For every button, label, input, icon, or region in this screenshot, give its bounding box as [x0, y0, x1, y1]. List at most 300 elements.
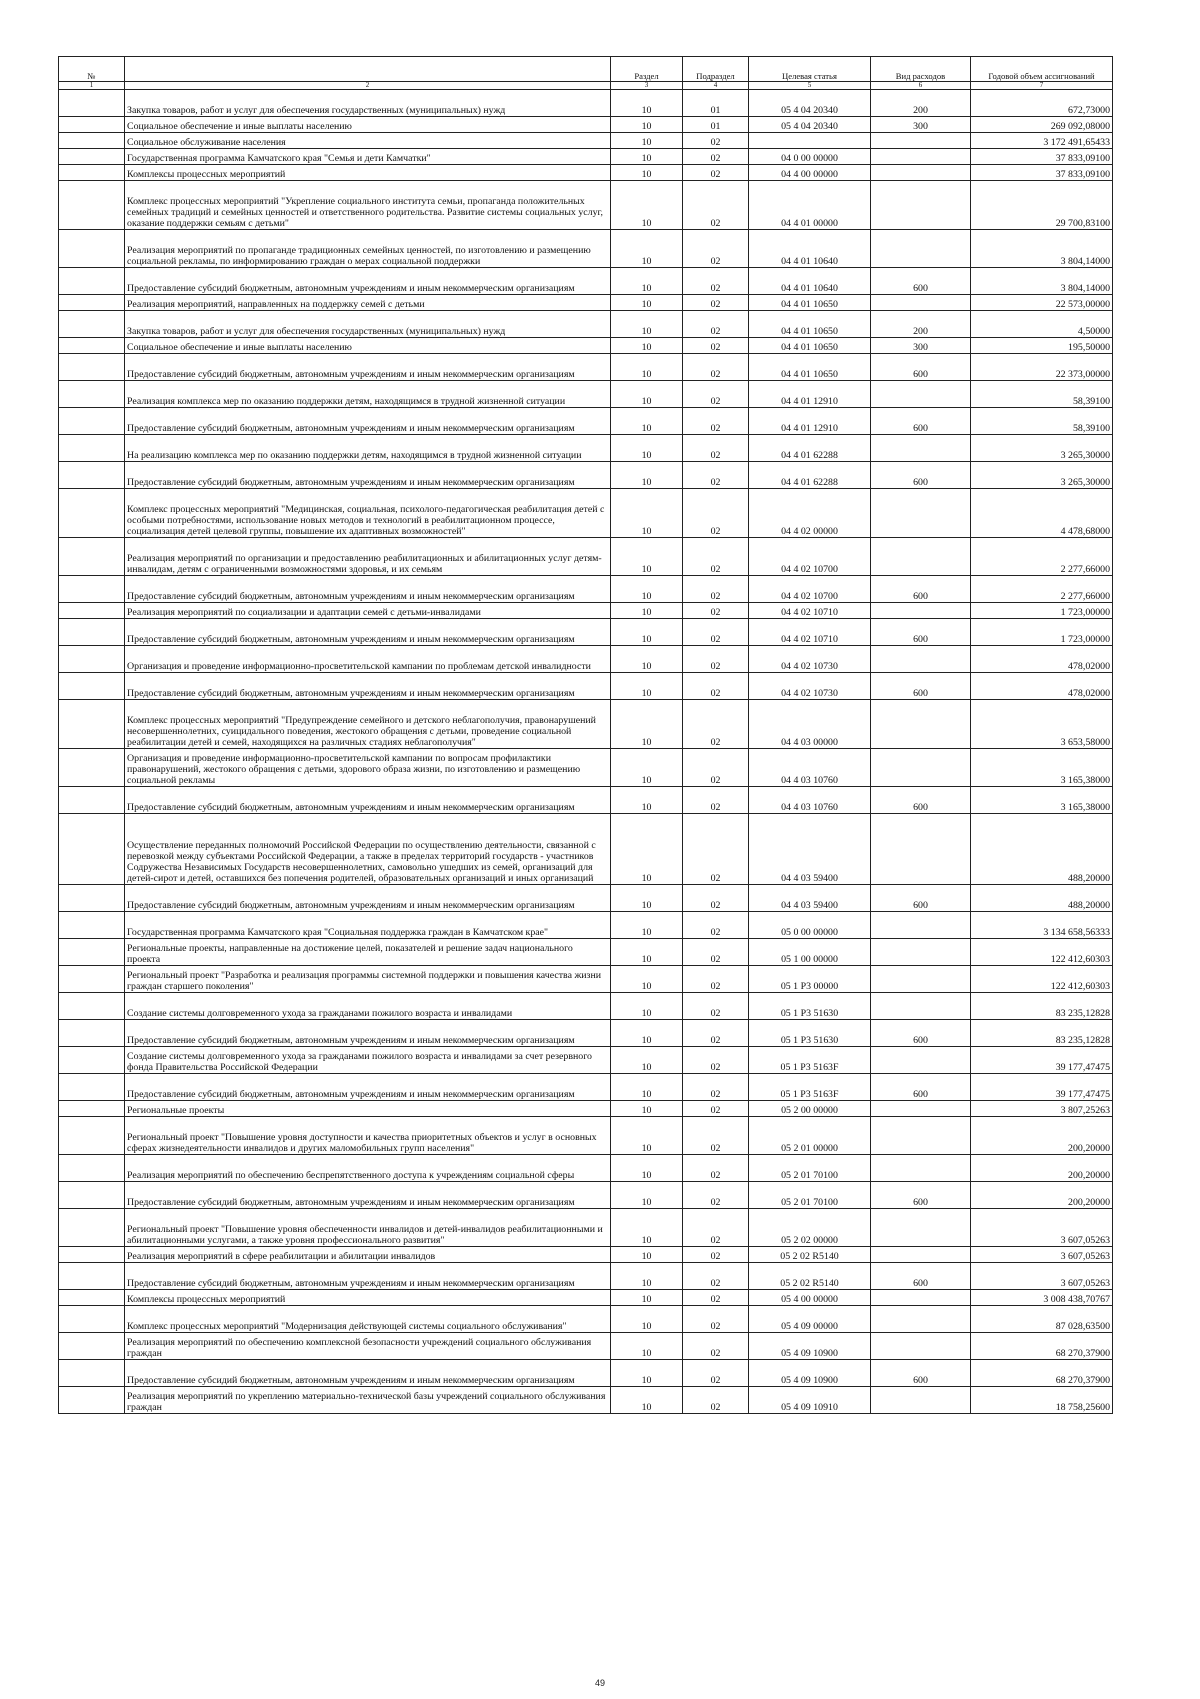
- row-section-cell: 10: [611, 1290, 683, 1306]
- row-name-cell: Закупка товаров, работ и услуг для обеспечения государственных (муниципальных) нужд: [125, 311, 611, 338]
- row-number-cell: [59, 133, 125, 149]
- row-name-cell: Организация и проведение информационно-просветительской кампании по вопросам профилактики правонарушений, жестокого обращения с детьми, здорового образа жизни, по изготовлению и размещению социальной рекламы: [125, 749, 611, 787]
- row-expense-type-cell: [871, 230, 971, 268]
- row-section-cell: 10: [611, 603, 683, 619]
- row-target-article-cell: 04 4 01 10640: [749, 230, 871, 268]
- row-expense-type-cell: 600: [871, 354, 971, 381]
- row-subsection-cell: 02: [683, 149, 749, 165]
- row-target-article-cell: 05 2 02 R5140: [749, 1247, 871, 1263]
- row-target-article-cell: 05 2 01 00000: [749, 1117, 871, 1155]
- row-volume-cell: 39 177,47475: [971, 1074, 1113, 1101]
- header-section: Раздел: [611, 57, 683, 82]
- row-volume-cell: 39 177,47475: [971, 1047, 1113, 1074]
- row-section-cell: 10: [611, 619, 683, 646]
- row-subsection-cell: 02: [683, 1209, 749, 1247]
- column-number: 6: [871, 82, 971, 90]
- page-number: 49: [594, 1678, 605, 1688]
- table-row: [59, 1117, 1113, 1155]
- row-subsection-cell: 02: [683, 489, 749, 538]
- table-row: [59, 814, 1113, 885]
- row-target-article-cell: 04 4 01 62288: [749, 435, 871, 462]
- row-expense-type-cell: 600: [871, 268, 971, 295]
- row-volume-cell: 87 028,63500: [971, 1306, 1113, 1333]
- row-subsection-cell: 01: [683, 117, 749, 133]
- row-volume-cell: 122 412,60303: [971, 939, 1113, 966]
- header-number: №: [59, 57, 125, 82]
- row-number-cell: [59, 1306, 125, 1333]
- row-number-cell: [59, 603, 125, 619]
- row-volume-cell: 3 607,05263: [971, 1263, 1113, 1290]
- row-target-article-cell: 04 4 02 10700: [749, 576, 871, 603]
- row-target-article-cell: 04 4 03 10760: [749, 787, 871, 814]
- row-section-cell: 10: [611, 787, 683, 814]
- row-volume-cell: 22 573,00000: [971, 295, 1113, 311]
- row-expense-type-cell: [871, 538, 971, 576]
- row-name-cell: Государственная программа Камчатского края "Семья и дети Камчатки": [125, 149, 611, 165]
- table-row: [59, 165, 1113, 181]
- row-section-cell: 10: [611, 1101, 683, 1117]
- row-subsection-cell: 02: [683, 408, 749, 435]
- row-expense-type-cell: 600: [871, 673, 971, 700]
- row-expense-type-cell: [871, 966, 971, 993]
- table-row: [59, 1020, 1113, 1047]
- row-volume-cell: 200,20000: [971, 1182, 1113, 1209]
- table-row: [59, 912, 1113, 939]
- table-row: [59, 700, 1113, 749]
- row-subsection-cell: 02: [683, 700, 749, 749]
- row-volume-cell: 58,39100: [971, 408, 1113, 435]
- row-number-cell: [59, 462, 125, 489]
- row-expense-type-cell: 600: [871, 1263, 971, 1290]
- row-expense-type-cell: 600: [871, 885, 971, 912]
- row-expense-type-cell: [871, 1155, 971, 1182]
- row-expense-type-cell: 200: [871, 311, 971, 338]
- row-subsection-cell: 02: [683, 1101, 749, 1117]
- row-name-cell: Социальное обеспечение и иные выплаты населению: [125, 117, 611, 133]
- row-name-cell: Создание системы долговременного ухода за гражданами пожилого возраста и инвалидами: [125, 993, 611, 1020]
- row-section-cell: 10: [611, 489, 683, 538]
- row-section-cell: 10: [611, 885, 683, 912]
- row-section-cell: 10: [611, 749, 683, 787]
- row-section-cell: 10: [611, 230, 683, 268]
- row-section-cell: 10: [611, 462, 683, 489]
- row-subsection-cell: 02: [683, 133, 749, 149]
- row-name-cell: Предоставление субсидий бюджетным, автономным учреждениям и иным некоммерческим организациям: [125, 1360, 611, 1387]
- table-row: [59, 749, 1113, 787]
- row-volume-cell: 83 235,12828: [971, 1020, 1113, 1047]
- row-volume-cell: 3 804,14000: [971, 230, 1113, 268]
- row-number-cell: [59, 1360, 125, 1387]
- row-name-cell: Предоставление субсидий бюджетным, автономным учреждениям и иным некоммерческим организациям: [125, 619, 611, 646]
- row-volume-cell: 58,39100: [971, 381, 1113, 408]
- row-subsection-cell: 02: [683, 538, 749, 576]
- row-expense-type-cell: [871, 435, 971, 462]
- table-row: [59, 435, 1113, 462]
- row-subsection-cell: 02: [683, 619, 749, 646]
- row-target-article-cell: 04 4 01 10640: [749, 268, 871, 295]
- row-subsection-cell: 02: [683, 1020, 749, 1047]
- row-target-article-cell: 05 0 00 00000: [749, 912, 871, 939]
- row-expense-type-cell: [871, 1333, 971, 1360]
- row-number-cell: [59, 381, 125, 408]
- row-number-cell: [59, 1209, 125, 1247]
- table-row: [59, 181, 1113, 230]
- row-expense-type-cell: [871, 165, 971, 181]
- row-section-cell: 10: [611, 354, 683, 381]
- table-row: [59, 1306, 1113, 1333]
- table-row: [59, 354, 1113, 381]
- row-target-article-cell: 05 1 P3 51630: [749, 993, 871, 1020]
- row-subsection-cell: 02: [683, 1155, 749, 1182]
- row-target-article-cell: 05 1 P3 00000: [749, 966, 871, 993]
- row-subsection-cell: 02: [683, 165, 749, 181]
- row-target-article-cell: 04 4 03 00000: [749, 700, 871, 749]
- row-name-cell: Предоставление субсидий бюджетным, автономным учреждениям и иным некоммерческим организациям: [125, 673, 611, 700]
- row-number-cell: [59, 181, 125, 230]
- row-section-cell: 10: [611, 133, 683, 149]
- row-name-cell: Региональный проект "Разработка и реализация программы системной поддержки и повышения качества жизни граждан старшего поколения": [125, 966, 611, 993]
- row-number-cell: [59, 700, 125, 749]
- table-row: [59, 1263, 1113, 1290]
- row-number-cell: [59, 149, 125, 165]
- row-target-article-cell: 04 4 01 62288: [749, 462, 871, 489]
- row-number-cell: [59, 912, 125, 939]
- row-target-article-cell: 05 4 09 10910: [749, 1387, 871, 1414]
- row-subsection-cell: 02: [683, 230, 749, 268]
- row-target-article-cell: 05 4 00 00000: [749, 1290, 871, 1306]
- header-target-article: Целевая статья: [749, 57, 871, 82]
- row-section-cell: 10: [611, 646, 683, 673]
- row-target-article-cell: 04 4 02 10700: [749, 538, 871, 576]
- row-volume-cell: 1 723,00000: [971, 603, 1113, 619]
- row-name-cell: Комплекс процессных мероприятий "Медицинская, социальная, психолого-педагогическая реабилитация детей с особыми потребностями, использование новых методов и технологий в реабилитационном процессе, социализация детей целевой группы, повышение их адаптивных возможностей": [125, 489, 611, 538]
- row-expense-type-cell: 600: [871, 619, 971, 646]
- row-target-article-cell: 05 1 P3 5163F: [749, 1047, 871, 1074]
- row-expense-type-cell: [871, 1290, 971, 1306]
- row-section-cell: 10: [611, 814, 683, 885]
- table-row: [59, 90, 1113, 117]
- row-section-cell: 10: [611, 381, 683, 408]
- row-number-cell: [59, 1182, 125, 1209]
- table-row: [59, 1155, 1113, 1182]
- row-subsection-cell: 02: [683, 912, 749, 939]
- row-subsection-cell: 02: [683, 814, 749, 885]
- row-expense-type-cell: 600: [871, 462, 971, 489]
- row-number-cell: [59, 268, 125, 295]
- row-subsection-cell: 02: [683, 1360, 749, 1387]
- row-subsection-cell: 02: [683, 311, 749, 338]
- table-row: [59, 885, 1113, 912]
- row-target-article-cell: 04 4 03 59400: [749, 814, 871, 885]
- row-section-cell: 10: [611, 149, 683, 165]
- row-volume-cell: 3 607,05263: [971, 1209, 1113, 1247]
- row-target-article-cell: 05 2 00 00000: [749, 1101, 871, 1117]
- row-target-article-cell: 05 2 01 70100: [749, 1182, 871, 1209]
- row-number-cell: [59, 646, 125, 673]
- row-target-article-cell: 04 4 02 10730: [749, 673, 871, 700]
- row-subsection-cell: 02: [683, 993, 749, 1020]
- table-row: [59, 117, 1113, 133]
- row-section-cell: 10: [611, 966, 683, 993]
- row-number-cell: [59, 311, 125, 338]
- row-expense-type-cell: [871, 181, 971, 230]
- row-name-cell: Комплекс процессных мероприятий "Укрепление социального института семьи, пропаганда положительных семейных традиций и семейных ценностей и ответственного родительства. Развитие системы социальных услуг, оказание поддержки семьям с детьми": [125, 181, 611, 230]
- row-volume-cell: 22 373,00000: [971, 354, 1113, 381]
- row-number-cell: [59, 1263, 125, 1290]
- row-number-cell: [59, 1020, 125, 1047]
- column-number: 7: [971, 82, 1113, 90]
- row-name-cell: Реализация мероприятий по социализации и адаптации семей с детьми-инвалидами: [125, 603, 611, 619]
- row-expense-type-cell: 600: [871, 1020, 971, 1047]
- table-row: [59, 939, 1113, 966]
- row-name-cell: Реализация мероприятий по обеспечению комплексной безопасности учреждений социального обслуживания граждан: [125, 1333, 611, 1360]
- row-volume-cell: 478,02000: [971, 646, 1113, 673]
- row-number-cell: [59, 1155, 125, 1182]
- row-subsection-cell: 02: [683, 787, 749, 814]
- header-subsection: Подраздел: [683, 57, 749, 82]
- row-expense-type-cell: 200: [871, 90, 971, 117]
- row-expense-type-cell: [871, 1387, 971, 1414]
- row-subsection-cell: 02: [683, 1306, 749, 1333]
- row-number-cell: [59, 538, 125, 576]
- row-subsection-cell: 02: [683, 966, 749, 993]
- row-name-cell: Региональные проекты: [125, 1101, 611, 1117]
- row-section-cell: 10: [611, 993, 683, 1020]
- row-subsection-cell: 02: [683, 1182, 749, 1209]
- row-number-cell: [59, 993, 125, 1020]
- table-row: [59, 619, 1113, 646]
- row-target-article-cell: 04 4 03 10760: [749, 749, 871, 787]
- row-number-cell: [59, 1247, 125, 1263]
- row-name-cell: Предоставление субсидий бюджетным, автономным учреждениям и иным некоммерческим организациям: [125, 1263, 611, 1290]
- row-subsection-cell: 02: [683, 354, 749, 381]
- table-row: [59, 646, 1113, 673]
- table-row: [59, 133, 1113, 149]
- row-expense-type-cell: 600: [871, 576, 971, 603]
- row-section-cell: 10: [611, 311, 683, 338]
- row-section-cell: 10: [611, 1155, 683, 1182]
- row-number-cell: [59, 1290, 125, 1306]
- row-subsection-cell: 02: [683, 885, 749, 912]
- row-subsection-cell: 02: [683, 295, 749, 311]
- row-subsection-cell: 02: [683, 1263, 749, 1290]
- row-expense-type-cell: [871, 1247, 971, 1263]
- row-section-cell: 10: [611, 1074, 683, 1101]
- row-name-cell: Региональный проект "Повышение уровня доступности и качества приоритетных объектов и услуг в основных сферах жизнедеятельности инвалидов и других маломобильных групп населения": [125, 1117, 611, 1155]
- row-number-cell: [59, 1387, 125, 1414]
- row-number-cell: [59, 354, 125, 381]
- table-row: [59, 489, 1113, 538]
- row-subsection-cell: 02: [683, 181, 749, 230]
- row-name-cell: Комплексы процессных мероприятий: [125, 165, 611, 181]
- row-expense-type-cell: [871, 1306, 971, 1333]
- row-volume-cell: 488,20000: [971, 885, 1113, 912]
- row-section-cell: 10: [611, 408, 683, 435]
- row-section-cell: 10: [611, 939, 683, 966]
- table-row: [59, 993, 1113, 1020]
- row-expense-type-cell: [871, 295, 971, 311]
- row-name-cell: Реализация мероприятий, направленных на поддержку семей с детьми: [125, 295, 611, 311]
- row-expense-type-cell: [871, 1101, 971, 1117]
- table-row: [59, 1333, 1113, 1360]
- row-volume-cell: 1 723,00000: [971, 619, 1113, 646]
- row-number-cell: [59, 338, 125, 354]
- row-target-article-cell: 04 4 02 10710: [749, 619, 871, 646]
- row-name-cell: Предоставление субсидий бюджетным, автономным учреждениям и иным некоммерческим организациям: [125, 787, 611, 814]
- row-expense-type-cell: [871, 489, 971, 538]
- row-name-cell: Предоставление субсидий бюджетным, автономным учреждениям и иным некоммерческим организациям: [125, 1182, 611, 1209]
- table-row: [59, 408, 1113, 435]
- row-volume-cell: 195,50000: [971, 338, 1113, 354]
- table-row: [59, 1101, 1113, 1117]
- row-number-cell: [59, 408, 125, 435]
- row-volume-cell: 68 270,37900: [971, 1333, 1113, 1360]
- row-subsection-cell: 02: [683, 1247, 749, 1263]
- row-expense-type-cell: 300: [871, 117, 971, 133]
- row-section-cell: 10: [611, 700, 683, 749]
- row-volume-cell: 3 165,38000: [971, 749, 1113, 787]
- row-target-article-cell: [749, 133, 871, 149]
- row-target-article-cell: 04 4 01 10650: [749, 311, 871, 338]
- row-section-cell: 10: [611, 295, 683, 311]
- row-subsection-cell: 02: [683, 435, 749, 462]
- row-number-cell: [59, 1047, 125, 1074]
- row-name-cell: Региональные проекты, направленные на достижение целей, показателей и решение задач национального проекта: [125, 939, 611, 966]
- row-number-cell: [59, 1101, 125, 1117]
- row-name-cell: Государственная программа Камчатского края "Социальная поддержка граждан в Камчатском крае": [125, 912, 611, 939]
- row-expense-type-cell: [871, 993, 971, 1020]
- row-name-cell: Предоставление субсидий бюджетным, автономным учреждениям и иным некоммерческим организациям: [125, 885, 611, 912]
- row-subsection-cell: 02: [683, 939, 749, 966]
- row-target-article-cell: 04 4 01 00000: [749, 181, 871, 230]
- row-target-article-cell: 04 4 01 10650: [749, 354, 871, 381]
- table-row: [59, 1247, 1113, 1263]
- row-subsection-cell: 02: [683, 1290, 749, 1306]
- row-section-cell: 10: [611, 673, 683, 700]
- row-section-cell: 10: [611, 576, 683, 603]
- header-expense-type: Вид расходов: [871, 57, 971, 82]
- row-volume-cell: 3 008 438,70767: [971, 1290, 1113, 1306]
- row-section-cell: 10: [611, 338, 683, 354]
- row-expense-type-cell: [871, 1047, 971, 1074]
- row-section-cell: 10: [611, 1209, 683, 1247]
- row-subsection-cell: 02: [683, 1333, 749, 1360]
- row-volume-cell: 200,20000: [971, 1155, 1113, 1182]
- row-target-article-cell: 05 4 09 10900: [749, 1360, 871, 1387]
- row-name-cell: Социальное обслуживание населения: [125, 133, 611, 149]
- row-subsection-cell: 02: [683, 338, 749, 354]
- row-expense-type-cell: [871, 133, 971, 149]
- row-number-cell: [59, 814, 125, 885]
- row-section-cell: 10: [611, 1387, 683, 1414]
- row-subsection-cell: 02: [683, 646, 749, 673]
- row-volume-cell: 29 700,83100: [971, 181, 1113, 230]
- row-volume-cell: 3 172 491,65433: [971, 133, 1113, 149]
- row-subsection-cell: 02: [683, 603, 749, 619]
- row-target-article-cell: 04 4 01 12910: [749, 408, 871, 435]
- row-target-article-cell: 04 4 02 10710: [749, 603, 871, 619]
- row-expense-type-cell: 300: [871, 338, 971, 354]
- row-name-cell: Комплексы процессных мероприятий: [125, 1290, 611, 1306]
- row-name-cell: Комплекс процессных мероприятий "Модернизация действующей системы социального обслуживания": [125, 1306, 611, 1333]
- table-row: [59, 1209, 1113, 1247]
- row-section-cell: 10: [611, 1117, 683, 1155]
- row-section-cell: 10: [611, 181, 683, 230]
- row-section-cell: 10: [611, 90, 683, 117]
- row-subsection-cell: 02: [683, 381, 749, 408]
- row-number-cell: [59, 1117, 125, 1155]
- row-expense-type-cell: 600: [871, 1360, 971, 1387]
- row-number-cell: [59, 787, 125, 814]
- row-expense-type-cell: [871, 1117, 971, 1155]
- table-body: [59, 90, 1113, 1414]
- column-numbers-row: [59, 82, 1113, 90]
- row-volume-cell: 18 758,25600: [971, 1387, 1113, 1414]
- table-row: [59, 1290, 1113, 1306]
- row-expense-type-cell: [871, 646, 971, 673]
- row-name-cell: Реализация мероприятий по организации и предоставлению реабилитационных и абилитационных услуг детям-инвалидам, детям с ограниченными возможностями здоровья, и их семьям: [125, 538, 611, 576]
- table-row: [59, 1387, 1113, 1414]
- table-row: [59, 311, 1113, 338]
- row-target-article-cell: 04 4 01 10650: [749, 338, 871, 354]
- table-row: [59, 381, 1113, 408]
- row-target-article-cell: 05 4 04 20340: [749, 90, 871, 117]
- row-section-cell: 10: [611, 1263, 683, 1290]
- row-section-cell: 10: [611, 165, 683, 181]
- row-section-cell: 10: [611, 912, 683, 939]
- row-number-cell: [59, 939, 125, 966]
- row-section-cell: 10: [611, 1020, 683, 1047]
- row-section-cell: 10: [611, 1333, 683, 1360]
- row-volume-cell: 37 833,09100: [971, 165, 1113, 181]
- row-target-article-cell: 05 1 00 00000: [749, 939, 871, 966]
- row-name-cell: На реализацию комплекса мер по оказанию поддержки детям, находящимся в трудной жизненной ситуации: [125, 435, 611, 462]
- row-number-cell: [59, 749, 125, 787]
- row-number-cell: [59, 489, 125, 538]
- row-name-cell: Организация и проведение информационно-просветительской кампании по проблемам детской инвалидности: [125, 646, 611, 673]
- row-name-cell: Предоставление субсидий бюджетным, автономным учреждениям и иным некоммерческим организациям: [125, 268, 611, 295]
- table-header-row: [59, 57, 1113, 82]
- row-volume-cell: 68 270,37900: [971, 1360, 1113, 1387]
- row-number-cell: [59, 117, 125, 133]
- row-expense-type-cell: [871, 939, 971, 966]
- row-expense-type-cell: [871, 700, 971, 749]
- row-expense-type-cell: [871, 381, 971, 408]
- row-target-article-cell: 04 4 01 12910: [749, 381, 871, 408]
- row-number-cell: [59, 1333, 125, 1360]
- row-number-cell: [59, 230, 125, 268]
- row-target-article-cell: 04 4 01 10650: [749, 295, 871, 311]
- row-number-cell: [59, 673, 125, 700]
- row-expense-type-cell: [871, 749, 971, 787]
- row-subsection-cell: 02: [683, 1074, 749, 1101]
- row-volume-cell: 3 607,05263: [971, 1247, 1113, 1263]
- row-volume-cell: 200,20000: [971, 1117, 1113, 1155]
- row-name-cell: Предоставление субсидий бюджетным, автономным учреждениям и иным некоммерческим организациям: [125, 462, 611, 489]
- table-row: [59, 1360, 1113, 1387]
- row-number-cell: [59, 165, 125, 181]
- row-target-article-cell: 04 4 02 10730: [749, 646, 871, 673]
- row-expense-type-cell: [871, 912, 971, 939]
- row-expense-type-cell: 600: [871, 787, 971, 814]
- row-name-cell: Предоставление субсидий бюджетным, автономным учреждениям и иным некоммерческим организациям: [125, 354, 611, 381]
- table-row: [59, 576, 1113, 603]
- row-expense-type-cell: [871, 603, 971, 619]
- row-target-article-cell: 04 4 02 00000: [749, 489, 871, 538]
- row-number-cell: [59, 1074, 125, 1101]
- row-expense-type-cell: [871, 814, 971, 885]
- column-number: 3: [611, 82, 683, 90]
